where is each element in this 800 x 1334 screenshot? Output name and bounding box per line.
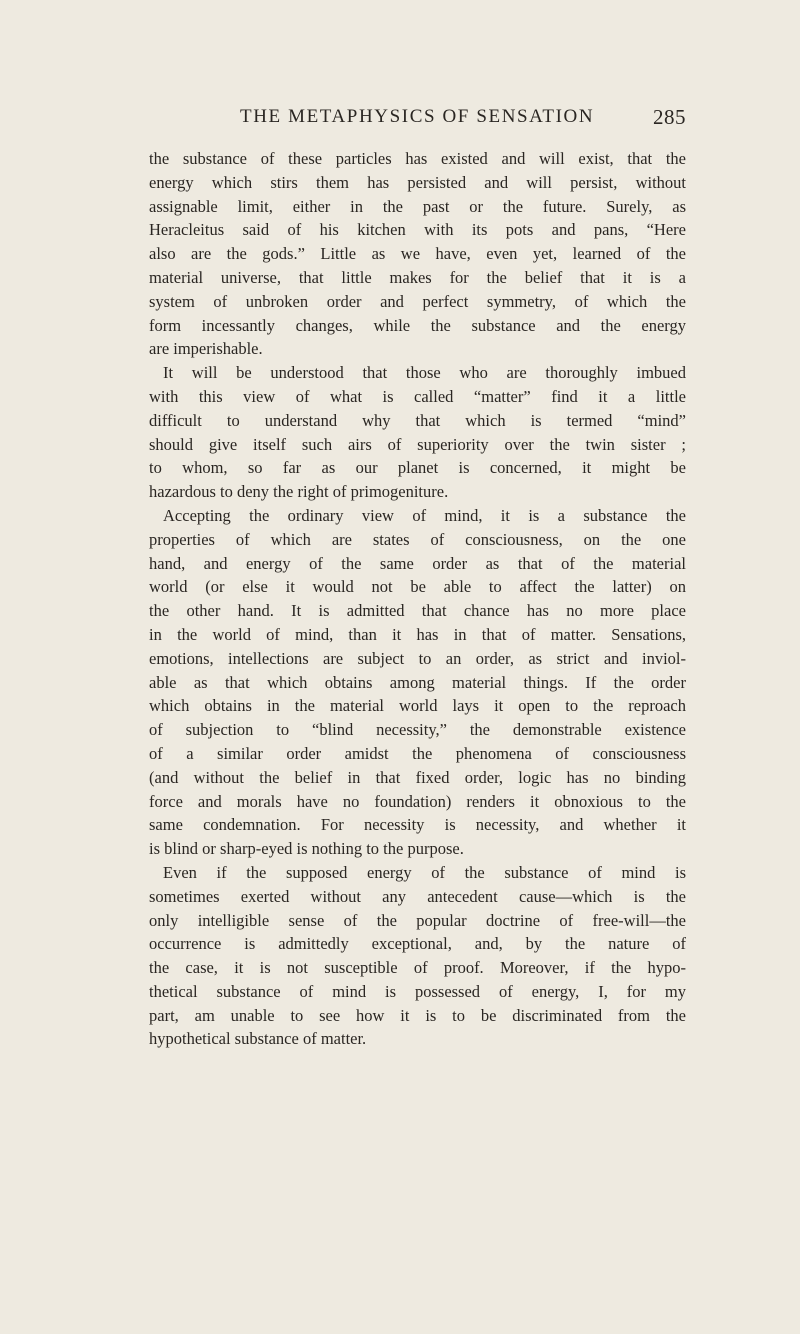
text-line: only intelligible sense of the popular doctrine of free-will—the: [149, 910, 686, 930]
text-line: emotions, intellections are subject to an order, as strict and inviol-: [149, 648, 686, 668]
text-line: which obtains in the material world lays it open to the reproach: [149, 696, 686, 716]
text-line: difficult to understand why that which is termed “mind”: [149, 410, 686, 430]
paragraph: [149, 504, 686, 861]
text-line: thetical substance of mind is possessed of energy, I, for my: [149, 981, 686, 1001]
text-line: part, am unable to see how it is to be discriminated from the: [149, 1005, 686, 1025]
text-line: is blind or sharp-eyed is nothing to the purpose.: [149, 839, 464, 859]
body-text: [149, 147, 686, 1051]
text-line: with this view of what is called “matter” find it a little: [149, 386, 686, 406]
text-line: Accepting the ordinary view of mind, it is a substance the: [163, 505, 686, 525]
text-line: are imperishable.: [149, 339, 263, 359]
text-line: also are the gods.” Little as we have, even yet, learned of the: [149, 244, 686, 264]
text-line: hand, and energy of the same order as that of the material: [149, 553, 686, 573]
running-title: THE METAPHYSICS OF SENSATION: [240, 106, 595, 127]
text-line: material universe, that little makes for the belief that it is a: [149, 267, 686, 287]
text-line: (and without the belief in that fixed order, logic has no binding: [149, 767, 686, 787]
text-line: of a similar order amidst the phenomena of consciousness: [149, 743, 686, 763]
text-line: energy which stirs them has persisted and will persist, without: [149, 172, 686, 192]
text-line: Even if the supposed energy of the substance of mind is: [163, 862, 686, 882]
text-line: hazardous to deny the right of primogeniture.: [149, 482, 449, 502]
text-line: hypothetical substance of matter.: [149, 1029, 367, 1049]
text-line: of subjection to “blind necessity,” the demonstrable existence: [149, 720, 686, 740]
text-line: able as that which obtains among material things. If the order: [149, 672, 686, 692]
text-line: It will be understood that those who are thoroughly imbued: [163, 363, 686, 383]
paragraph: [149, 361, 686, 504]
text-line: properties of which are states of consciousness, on the one: [149, 529, 686, 549]
text-line: same condemnation. For necessity is necessity, and whether it: [149, 815, 686, 835]
paragraph: [149, 147, 686, 361]
text-line: the substance of these particles has existed and will exist, that the: [149, 149, 686, 168]
text-line: the case, it is not susceptible of proof. Moreover, if the hypo-: [149, 958, 686, 978]
text-line: force and morals have no foundation) renders it obnoxious to the: [149, 791, 686, 811]
text-line: the other hand. It is admitted that chance has no more place: [149, 601, 686, 621]
text-line: should give itself such airs of superiority over the twin sister ;: [149, 434, 686, 454]
text-line: form incessantly changes, while the substance and the energy: [149, 315, 686, 335]
text-line: in the world of mind, than it has in that of matter. Sensations,: [149, 624, 686, 644]
text-line: assignable limit, either in the past or the future. Surely, as: [149, 196, 686, 216]
page-number: 285: [653, 105, 686, 129]
paragraph: [149, 861, 686, 1051]
running-head: [240, 106, 686, 136]
text-line: occurrence is admittedly exceptional, and, by the nature of: [149, 934, 686, 954]
text-line: system of unbroken order and perfect symmetry, of which the: [149, 291, 686, 311]
text-line: Heracleitus said of his kitchen with its pots and pans, “Here: [149, 220, 686, 240]
text-line: to whom, so far as our planet is concerned, it might be: [149, 458, 686, 478]
text-line: world (or else it would not be able to affect the latter) on: [149, 577, 686, 597]
text-line: sometimes exerted without any antecedent cause—which is the: [149, 886, 686, 906]
